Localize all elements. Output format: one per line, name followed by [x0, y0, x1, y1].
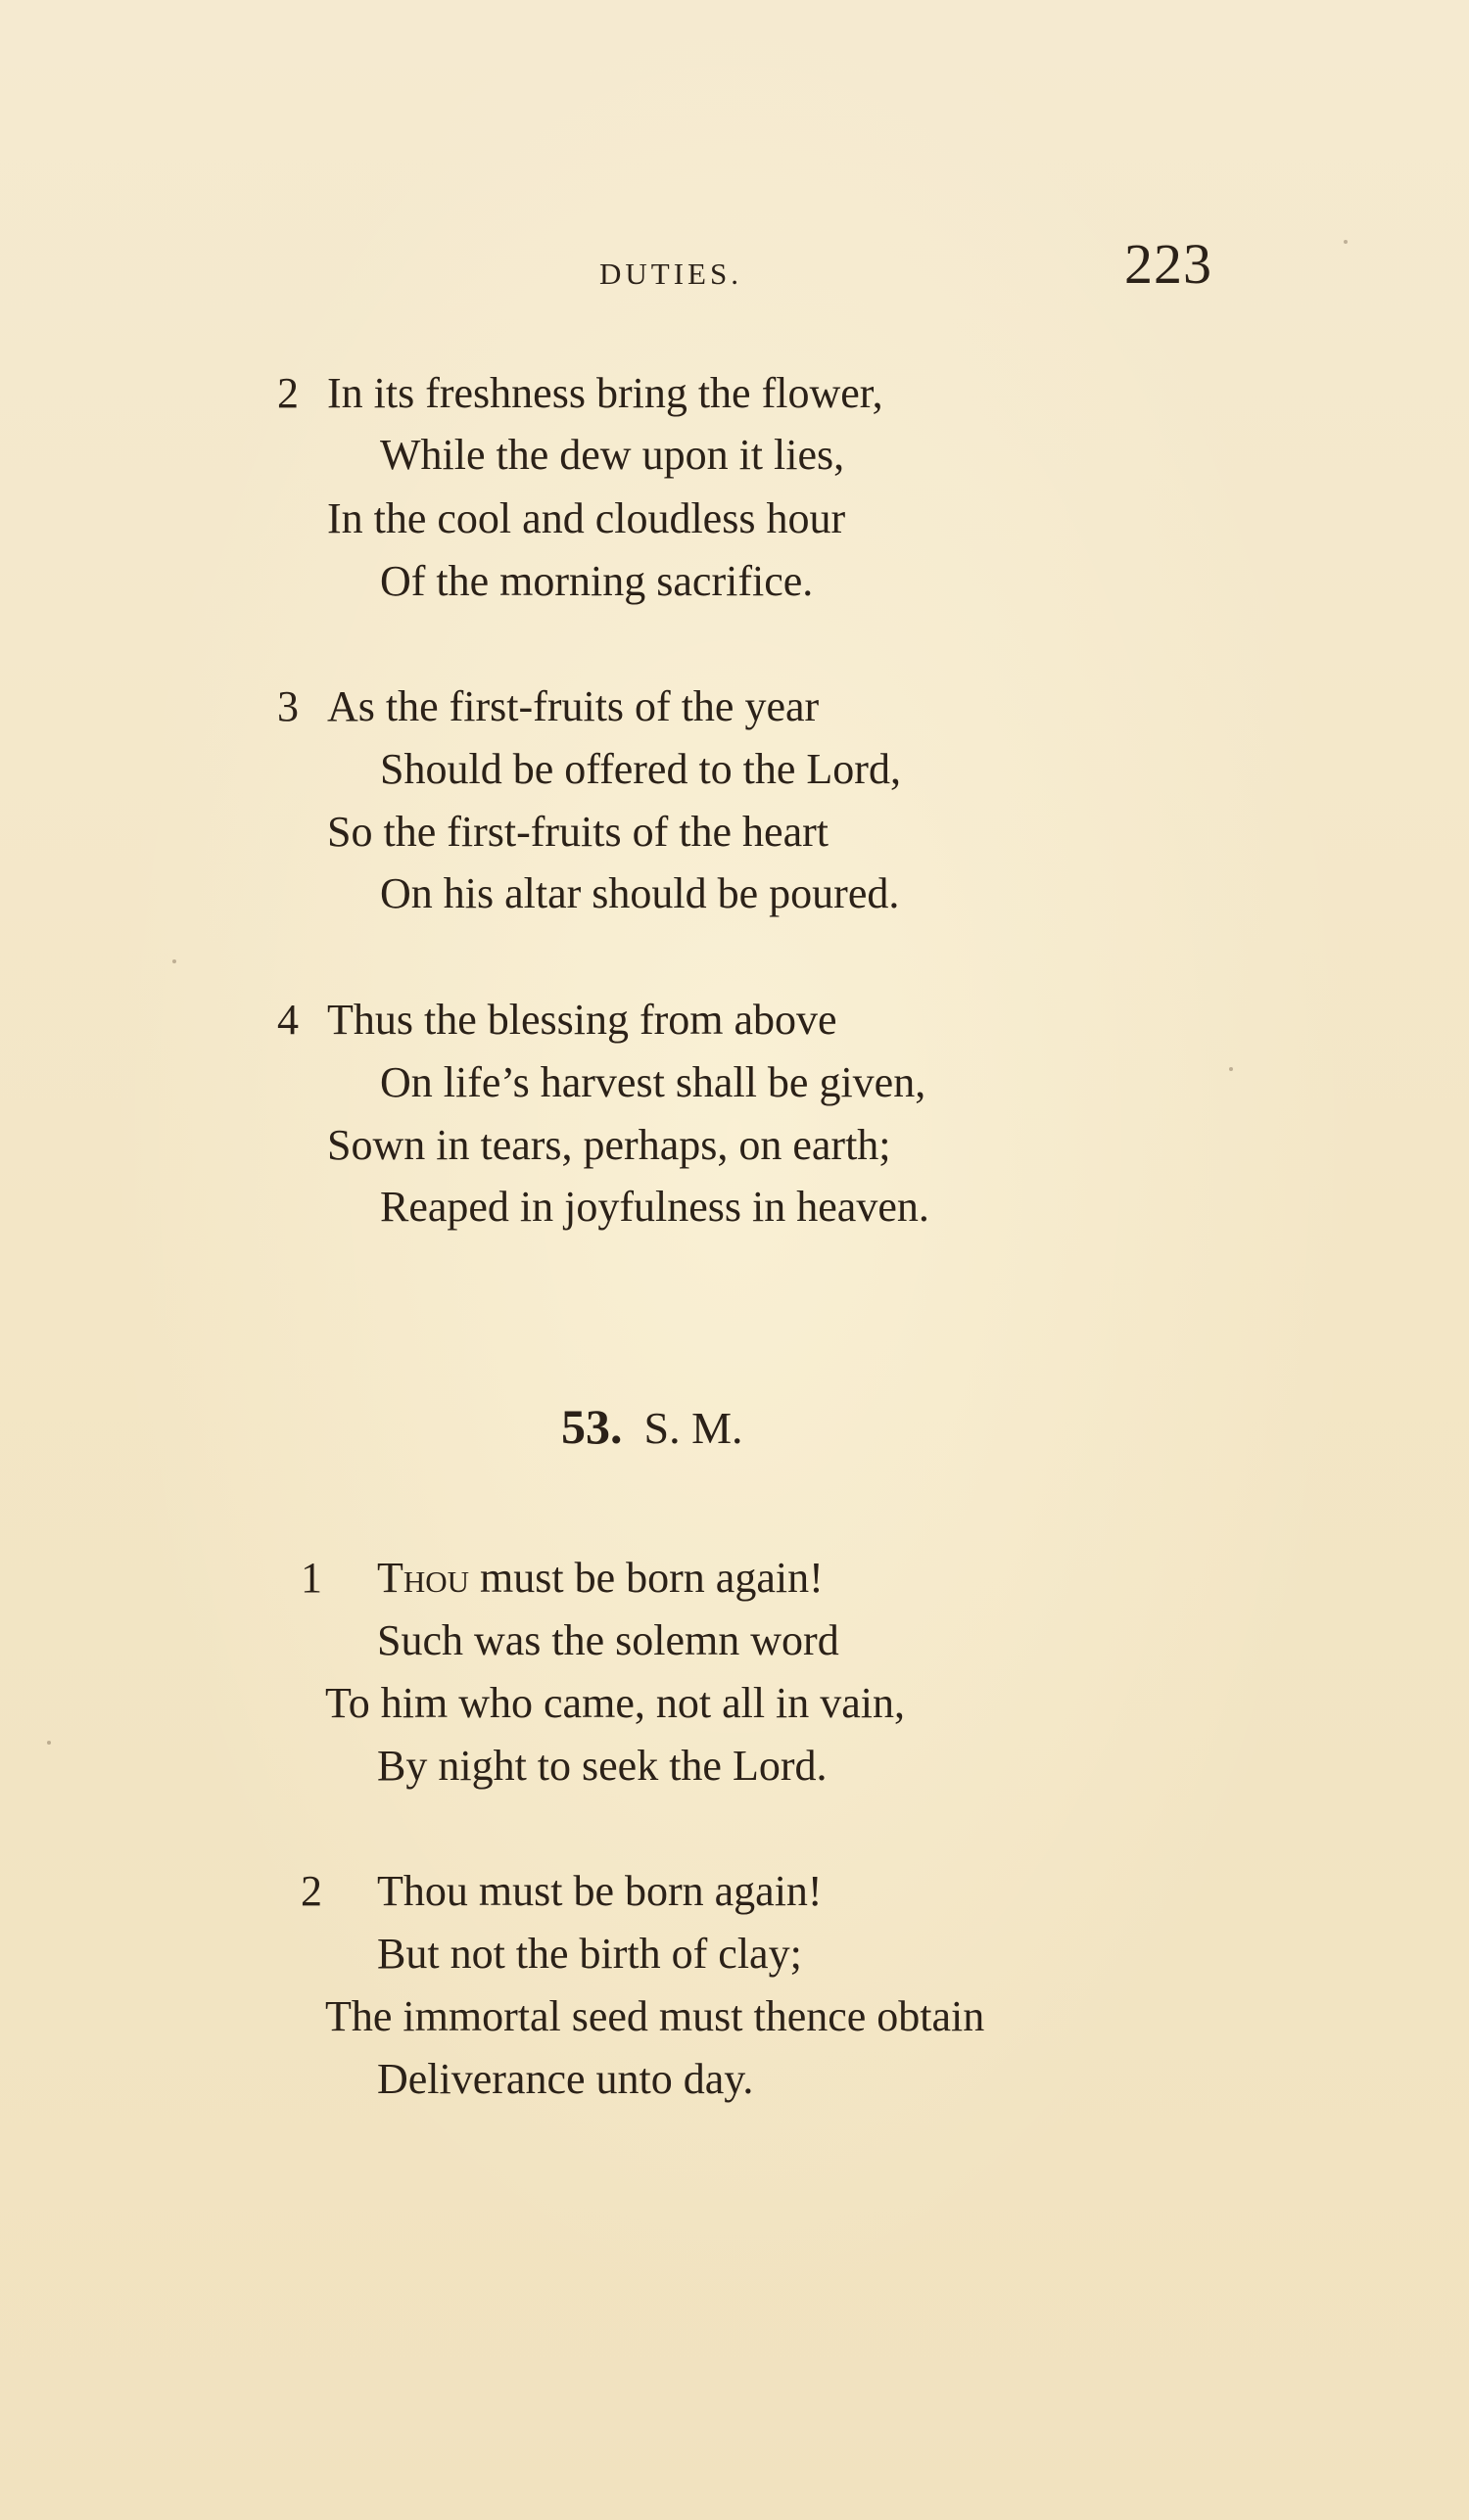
hymn-heading	[561, 1398, 742, 1455]
paper-speck	[1344, 240, 1348, 244]
hymn-meter: S. M.	[643, 1403, 743, 1453]
verse-line	[377, 1554, 824, 1602]
verse-line: On his altar should be poured.	[380, 869, 900, 917]
verse-line: In its freshness bring the flower,	[327, 369, 883, 417]
stanza-number: 2	[277, 369, 299, 417]
stanza-number: 4	[277, 996, 299, 1044]
verse-line: While the dew upon it lies,	[380, 431, 845, 479]
verse-line: Deliverance unto day.	[377, 2055, 754, 2103]
verse-line: As the first-fruits of the year	[327, 682, 820, 730]
verse-line: The immortal seed must thence obtain	[325, 1992, 985, 2040]
verse-line: On life’s harvest shall be given,	[380, 1058, 926, 1106]
hymn-number: 53.	[561, 1399, 623, 1454]
verse-line: Reaped in joyfulness in heaven.	[380, 1183, 929, 1231]
page-number: 223	[1124, 232, 1212, 296]
verse-line: To him who came, not all in vain,	[325, 1679, 906, 1727]
verse-line: Thou must be born again!	[377, 1867, 823, 1915]
first-word: Thou	[377, 1554, 470, 1602]
stanza-number: 2	[301, 1867, 322, 1915]
verse-line-rest: must be born again!	[469, 1554, 824, 1602]
paper-speck	[47, 1741, 51, 1745]
running-title: DUTIES.	[599, 257, 742, 291]
verse-line: Should be offered to the Lord,	[380, 745, 901, 793]
verse-line: Such was the solemn word	[377, 1616, 839, 1664]
paper-speck	[172, 959, 176, 963]
stanza-number: 1	[301, 1554, 322, 1602]
verse-line: But not the birth of clay;	[377, 1930, 802, 1978]
verse-line: In the cool and cloudless hour	[327, 494, 846, 542]
verse-line: Thus the blessing from above	[327, 996, 837, 1044]
verse-line: By night to seek the Lord.	[377, 1742, 828, 1790]
paper-speck	[1229, 1067, 1233, 1071]
verse-line: Of the morning sacrifice.	[380, 557, 814, 605]
stanza-number: 3	[277, 682, 299, 730]
verse-line: So the first-fruits of the heart	[327, 808, 829, 856]
verse-line: Sown in tears, perhaps, on earth;	[327, 1121, 891, 1169]
